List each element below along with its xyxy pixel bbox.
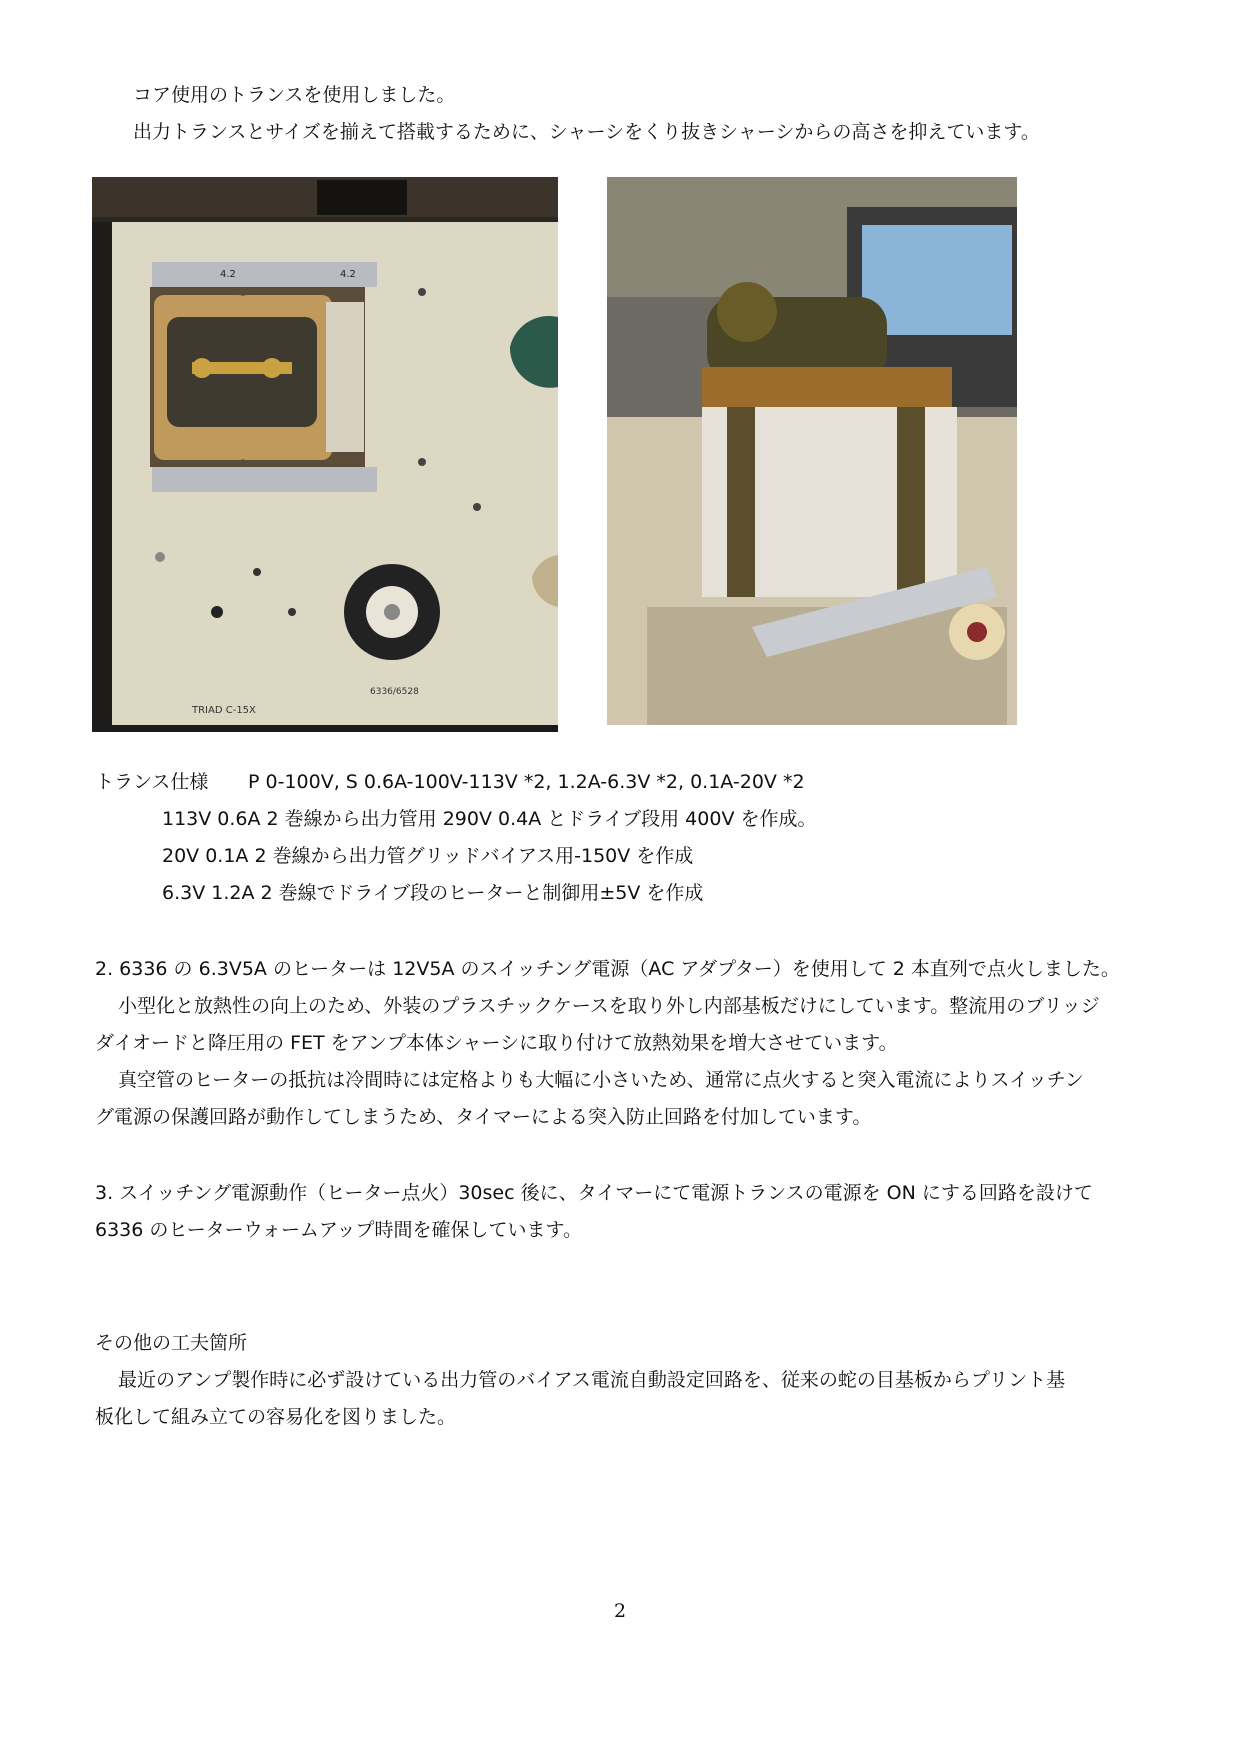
section2-line-1: 2. 6336 の 6.3V5A のヒーターは 12V5A のスイッチング電源（AC アダプター）を使用して 2 本直列で点火しました。 [95, 958, 1120, 980]
chassis-photo [92, 177, 558, 732]
intro-line-2: 出力トランスとサイズを揃えて搭載するために、シャーシをくり抜きシャーシからの高さを抑えています。 [133, 121, 1040, 143]
other-heading: その他の工夫箇所 [95, 1332, 248, 1354]
mark-label-b: 4.2 [340, 269, 356, 280]
section3-line-2: 6336 のヒーターウォームアップ時間を確保しています。 [95, 1219, 583, 1241]
page-number: 2 [613, 1600, 627, 1622]
spec-line-3: 6.3V 1.2A 2 巻線でドライブ段のヒーターと制御用±5V を作成 [162, 882, 704, 904]
spec-value: P 0-100V, S 0.6A-100V-113V *2, 1.2A-6.3V *2, 0.1A-20V *2 [248, 771, 805, 793]
section2-line-4: 真空管のヒーターの抵抗は冷間時には定格よりも大幅に小さいため、通常に点火すると突入電流によりスイッチン [118, 1069, 1084, 1091]
intro-line-1: コア使用のトランスを使用しました。 [133, 84, 456, 106]
section3-line-1: 3. スイッチング電源動作（ヒーター点火）30sec 後に、タイマーにて電源トランスの電源を ON にする回路を設けて [95, 1182, 1093, 1204]
section2-line-3: ダイオードと降圧用の FET をアンプ本体シャーシに取り付けて放熱効果を増大させています。 [95, 1032, 898, 1054]
spec-line-2: 20V 0.1A 2 巻線から出力管グリッドバイアス用-150V を作成 [162, 845, 694, 867]
socket-label: 6336/6528 [370, 687, 419, 697]
model-label: TRIAD C-15X [192, 705, 256, 716]
other-line-1: 最近のアンプ製作時に必ず設けている出力管のバイアス電流自動設定回路を、従来の蛇の目基板からプリント基 [118, 1369, 1066, 1391]
section2-line-2: 小型化と放熱性の向上のため、外装のプラスチックケースを取り外し内部基板だけにしています。整流用のブリッジ [118, 995, 1100, 1017]
spec-line-1: 113V 0.6A 2 巻線から出力管用 290V 0.4A とドライブ段用 400V を作成。 [162, 808, 817, 830]
spec-heading: トランス仕様 [95, 771, 209, 793]
mark-label-a: 4.2 [220, 269, 236, 280]
section2-line-5: グ電源の保護回路が動作してしまうため、タイマーによる突入防止回路を付加しています。 [95, 1106, 872, 1128]
other-line-2: 板化して組み立ての容易化を図りました。 [95, 1406, 457, 1428]
transformer-photo [607, 177, 1017, 725]
